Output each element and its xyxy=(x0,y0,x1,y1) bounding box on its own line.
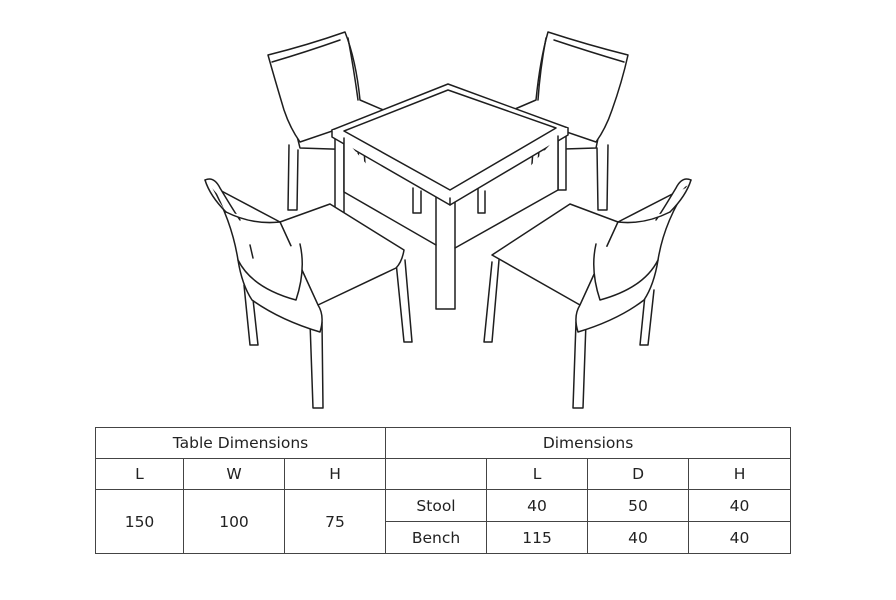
stool-length: 40 xyxy=(487,490,588,522)
dimensions-heading: Dimensions xyxy=(386,428,791,459)
stool-height: 40 xyxy=(689,490,791,522)
table-width-value: 100 xyxy=(184,490,285,554)
dimensions-col-height: H xyxy=(689,459,791,490)
table-height-value: 75 xyxy=(285,490,386,554)
stool-depth: 50 xyxy=(588,490,689,522)
dimensions-row-label-header xyxy=(386,459,487,490)
table-col-height: H xyxy=(285,459,386,490)
table-dimensions-heading: Table Dimensions xyxy=(96,428,386,459)
dimensions-table xyxy=(95,427,791,554)
bench-label: Bench xyxy=(386,522,487,554)
table-col-width: W xyxy=(184,459,285,490)
dimensions-col-depth: D xyxy=(588,459,689,490)
bench-height: 40 xyxy=(689,522,791,554)
table-length-value: 150 xyxy=(96,490,184,554)
stool-label: Stool xyxy=(386,490,487,522)
dimensions-col-length: L xyxy=(487,459,588,490)
bench-length: 115 xyxy=(487,522,588,554)
table-col-length: L xyxy=(96,459,184,490)
bench-depth: 40 xyxy=(588,522,689,554)
